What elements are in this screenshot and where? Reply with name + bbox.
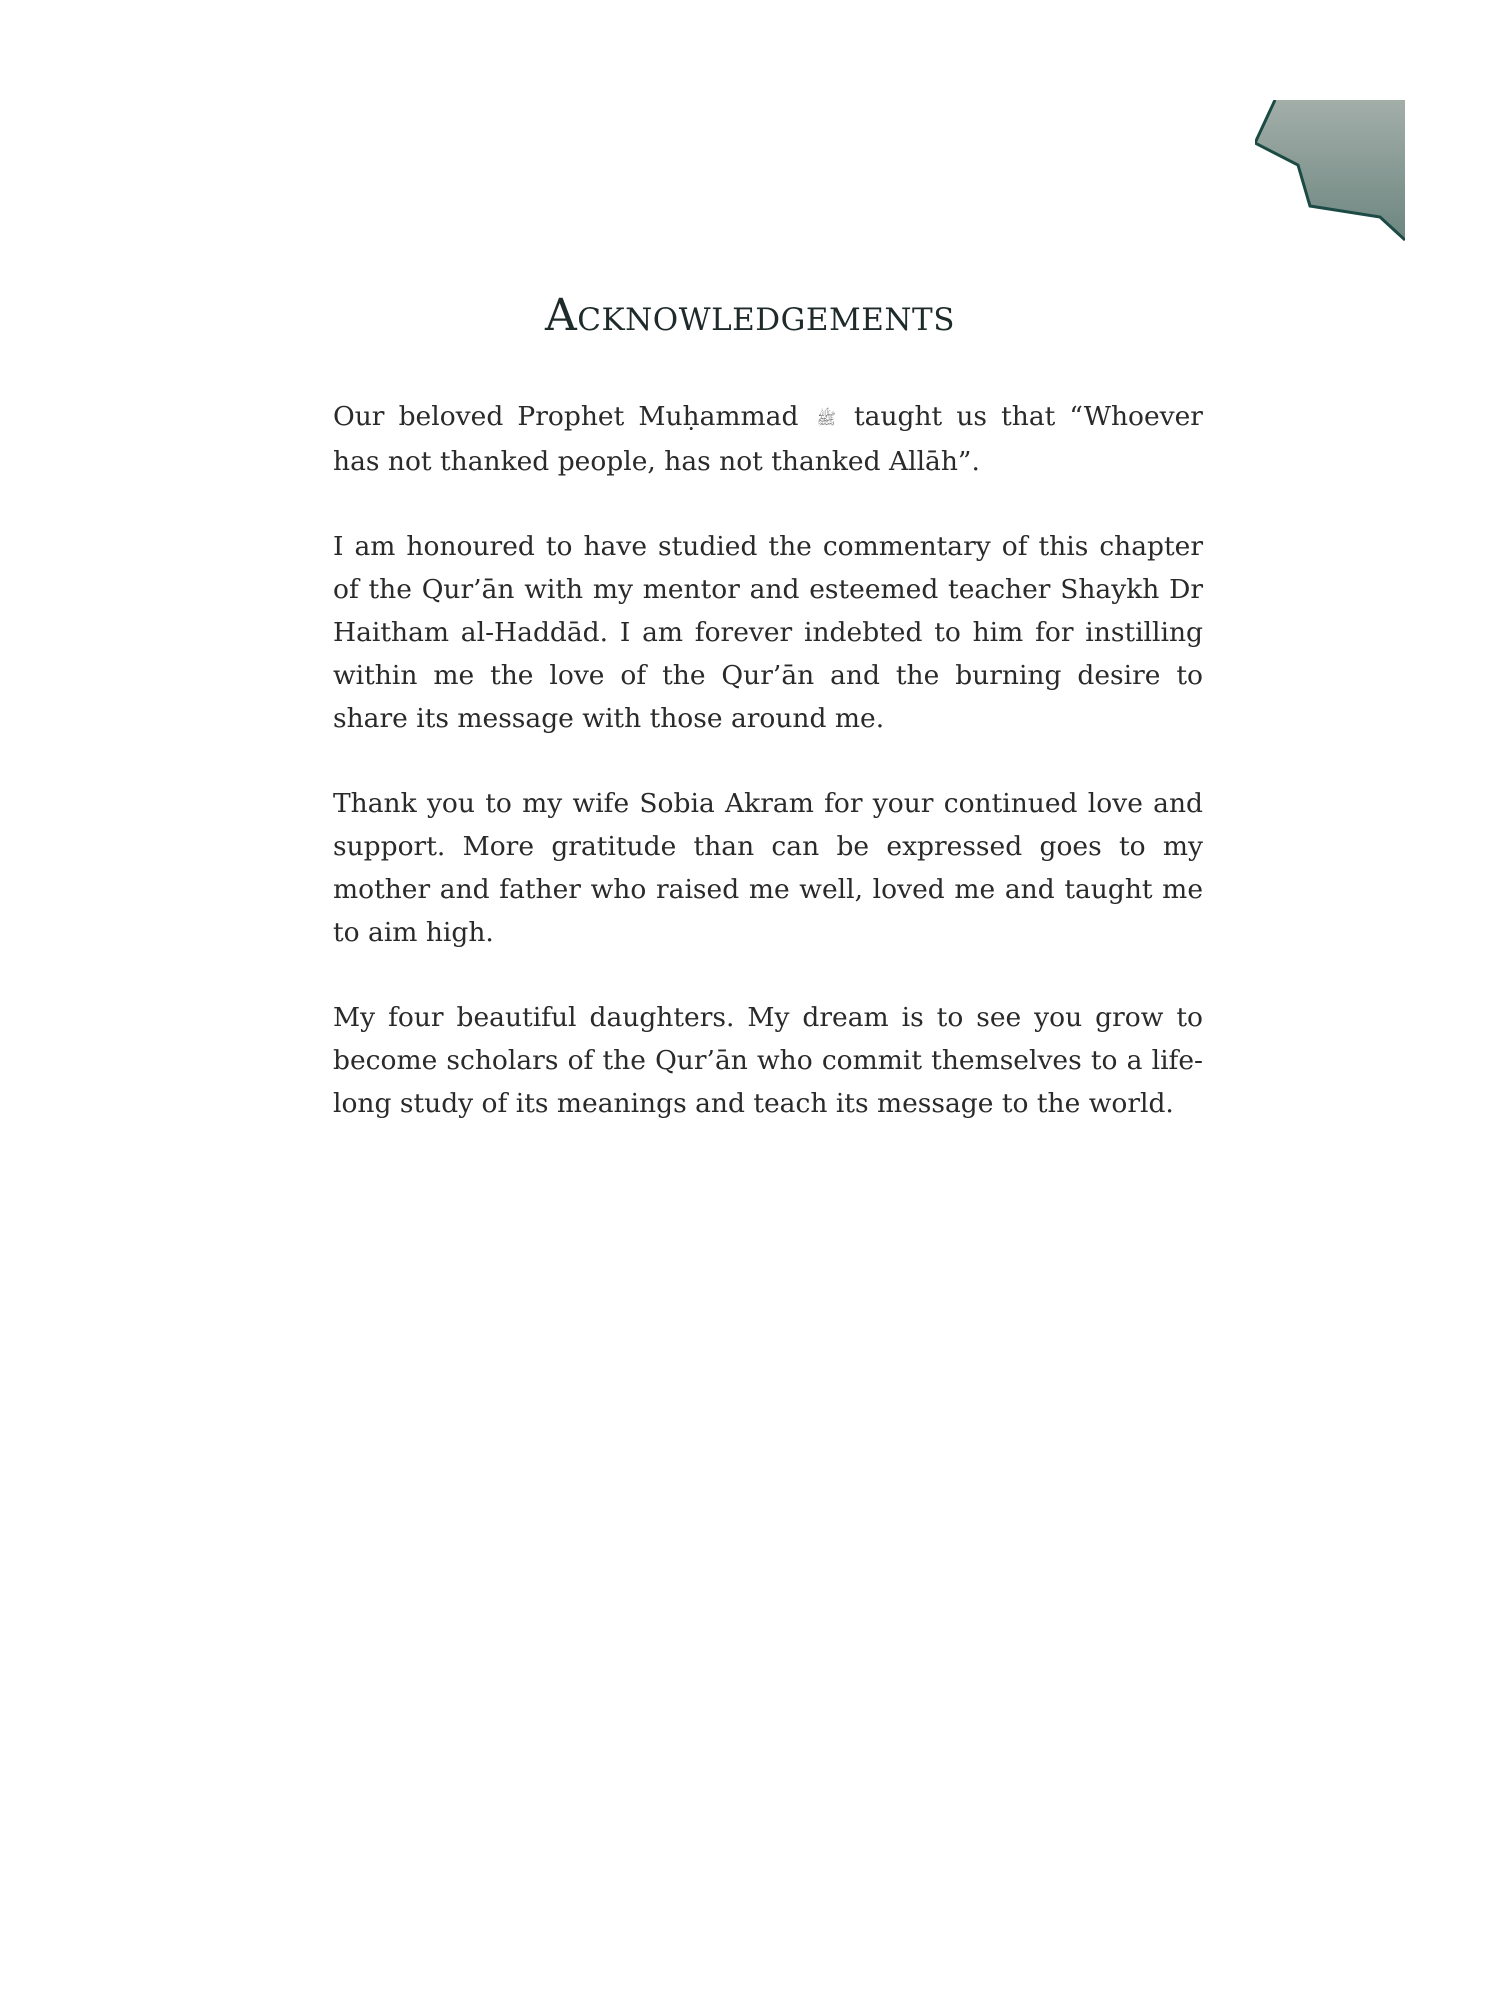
paragraph-teacher: I am honoured to have studied the commentary of this chapter of the Qur’ān with my mentor and esteemed teacher Shaykh Dr Haitham al-Haddād. I am forever indebted to him for instilling within me the love of the Qur’ān and the burning desire to share its message with those around me.: [333, 530, 1203, 734]
paragraph-1-quote: taught us that “Whoever has not thanked people, has not thanked Allāh”.: [333, 401, 1203, 477]
page-title: Acknowledgements: [545, 290, 955, 341]
paragraph-1-lead: Our beloved Prophet Muḥammad: [333, 401, 799, 432]
honorific-symbol: ﷺ: [816, 408, 836, 428]
star-corner-ornament-icon: [1255, 100, 1405, 250]
paragraph-prophet-quote: [333, 395, 1203, 483]
paragraph-daughters: My four beautiful daughters. My dream is to see you grow to become scholars of the Qur’ān who commit themselves to a life-long study of its meanings and teach its message to the world.: [333, 1001, 1203, 1119]
acknowledgements-body: [333, 395, 1203, 1167]
paragraph-family: Thank you to my wife Sobia Akram for your continued love and support. More gratitude than can be expressed goes to my mother and father who raised me well, loved me and taught me to aim high.: [333, 787, 1203, 948]
